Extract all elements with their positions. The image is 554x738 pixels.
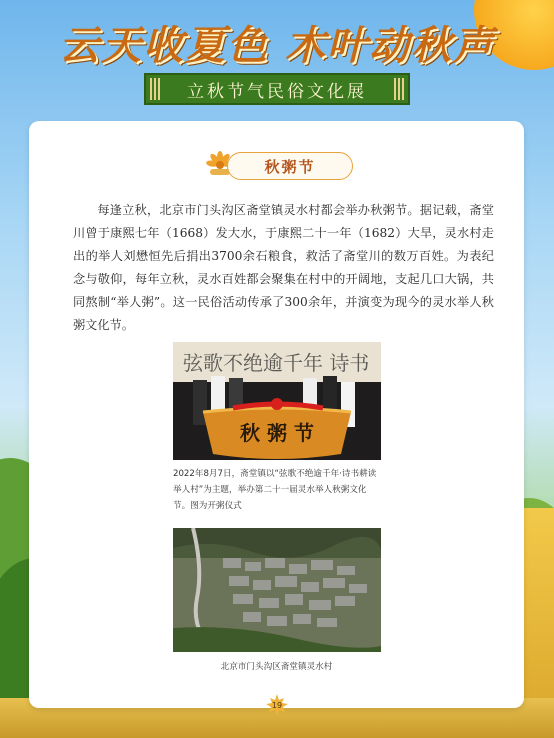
subtitle-banner xyxy=(144,73,410,105)
ceremony-scene xyxy=(173,342,381,460)
page-number xyxy=(265,693,289,717)
banner-text: 弦歌不绝逾千年 诗书 xyxy=(183,351,370,375)
section-tag xyxy=(205,150,353,180)
photo-caption-ceremony: 2022年8月7日，斋堂镇以“弦歌不绝逾千年·诗书耕读举人村”为主题，举办第二十一届灵水举人秋粥文化节。图为开粥仪式 xyxy=(173,469,377,511)
village-aerial-photo xyxy=(173,528,381,652)
main-title: 云天收夏色 木叶动秋声 xyxy=(59,22,495,69)
opening-ceremony-photo xyxy=(173,342,381,460)
subtitle-text: 立秋节气民俗文化展 xyxy=(187,81,367,102)
section-tag-label: 秋粥节 xyxy=(227,152,353,180)
page-number-text: 19 xyxy=(271,700,283,710)
content-card xyxy=(29,121,524,708)
village-scene xyxy=(173,528,381,652)
pot-label: 秋 粥 节 xyxy=(240,421,314,445)
body-paragraph: 每逢立秋，北京市门头沟区斋堂镇灵水村都会举办秋粥节。据记载，斋堂川曾于康熙七年（1668）发大水，于康熙二十一年（1682）大旱，灵水村走出的举人刘懋恒先后捐出3700余石粮食，救活了斋堂川的数万百姓。为表纪念与敬仰，每年立秋，灵水百姓都会聚集在村中的开阔地，支起几口大锅，共同熬制“举人粥”。这一民俗活动传承了300余年，并演变为现今的灵水举人秋粥文化节。 xyxy=(73,203,494,332)
photo-caption-village: 北京市门头沟区斋堂镇灵水村 xyxy=(220,662,333,672)
